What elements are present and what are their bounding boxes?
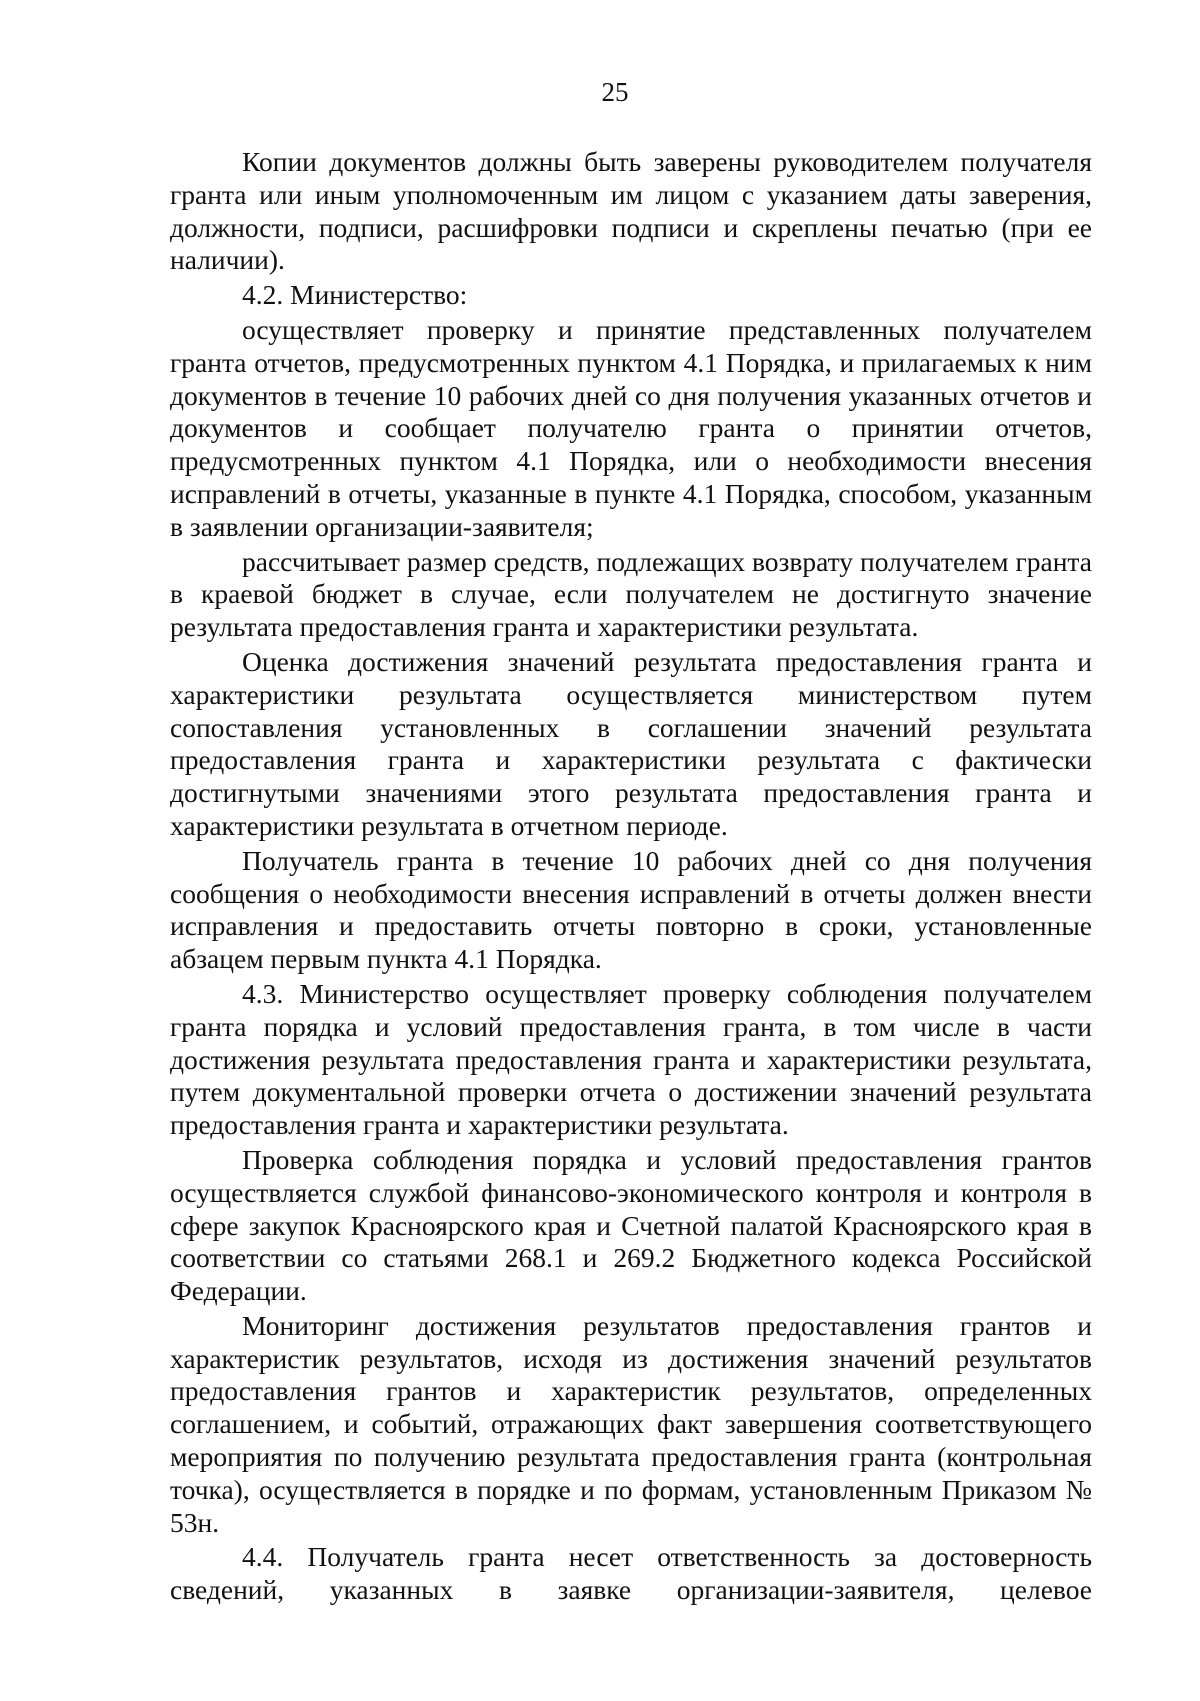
paragraph: Оценка достижения значений результата предоставления гранта и характеристики результата осуществляется министерством путем сопоставления установленных в соглашении значений результата предоставления гранта и характеристики результата с фактически достигнутыми значениями этого результата предоставления гранта и характеристики результата в отчетном периоде. [170,645,1092,841]
paragraph: Получатель гранта в течение 10 рабочих дней со дня получения сообщения о необходимости внесения исправлений в отчеты должен внести исправления и предоставить отчеты повторно в сроки, установленные абзацем первым пункта 4.1 Порядка. [170,844,1092,975]
paragraph: Проверка соблюдения порядка и условий предоставления грантов осуществляется службой финансово-экономического контроля и контроля в сфере закупок Красноярского края и Счетной палатой Красноярского края в соответствии со статьями 268.1 и 269.2 Бюджетного кодекса Российской Федерации. [170,1143,1092,1307]
paragraph: осуществляет проверку и принятие представленных получателем гранта отчетов, предусмотренных пунктом 4.1 Порядка, и прилагаемых к ним документов в течение 10 рабочих дней со дня получения указанных отчетов и документов и сообщает получателю гранта о принятии отчетов, предусмотренных пунктом 4.1 Порядка, или о необходимости внесения исправлений в отчеты, указанные в пункте 4.1 Порядка, способом, указанным в заявлении организации-заявителя; [170,313,1092,542]
page-number: 25 [601,77,629,107]
document-body [170,146,1092,1607]
paragraph: 4.4. Получатель гранта несет ответственность за достоверность сведений, указанных в заявке организации-заявителя, целевое [170,1541,1092,1606]
paragraph: Копии документов должны быть заверены руководителем получателя гранта или иным уполномоченным им лицом с указанием даты заверения, должности, подписи, расшифровки подписи и скреплены печатью (при ее наличии). [170,146,1092,276]
paragraph: 4.2. Министерство: [242,279,468,311]
paragraph: Мониторинг достижения результатов предоставления грантов и характеристик результатов, исходя из достижения значений результатов предоставления грантов и характеристик результатов, определенных соглашением, и событий, отражающих факт завершения соответствующего мероприятия по получению результата предоставления гранта (контрольная точка), осуществляется в порядке и по формам, установленным Приказом № 53н. [170,1309,1092,1538]
paragraph: 4.3. Министерство осуществляет проверку соблюдения получателем гранта порядка и условий предоставления гранта, в том числе в части достижения результата предоставления гранта и характеристики результата, путем документальной проверки отчета о достижении значений результата предоставления гранта и характеристики результата. [170,977,1092,1141]
paragraph: рассчитывает размер средств, подлежащих возврату получателем гранта в краевой бюджет в случае, если получателем не достигнуто значение результата предоставления гранта и характеристики результата. [170,545,1092,643]
